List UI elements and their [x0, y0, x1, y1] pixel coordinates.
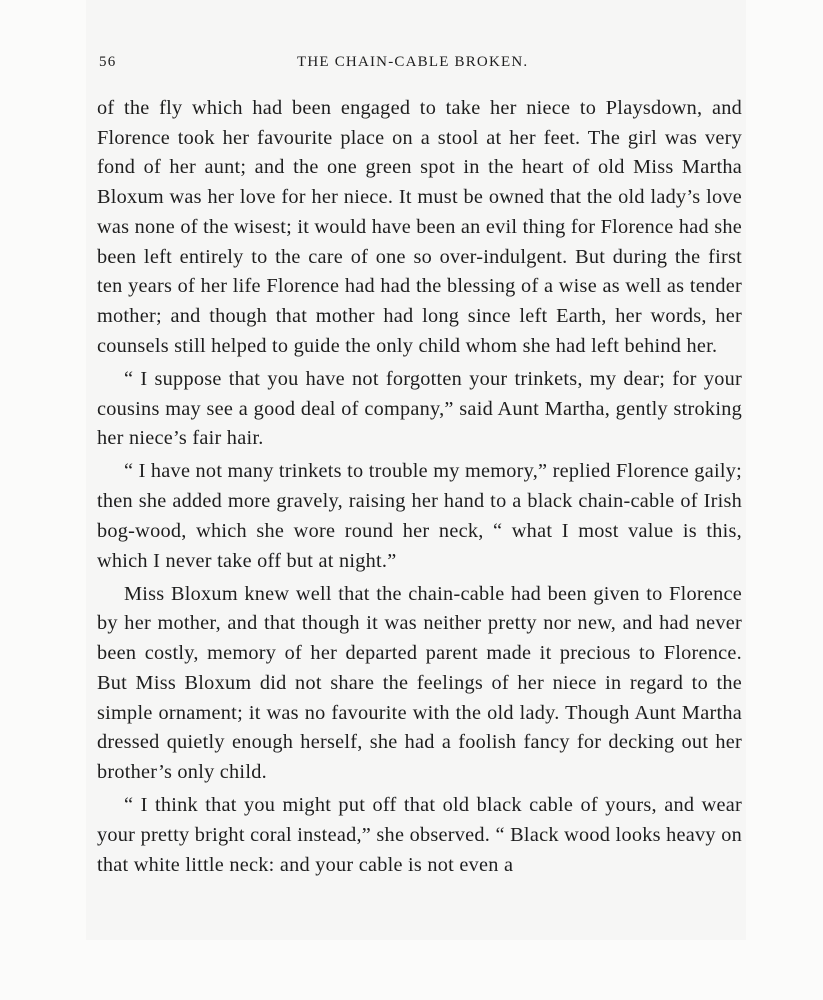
running-head [97, 48, 742, 78]
paragraph-bloxum-feelings: Miss Bloxum knew well that the chain-cable had been given to Florence by her mother, and that though it was neither pretty nor new, and had never been costly, memory of her departed parent made it precious to Florence. But Miss Bloxum did not share the feelings of her niece in regard to the simple ornament; it was no favourite with the old lady. Though Aunt Martha dressed quietly enough herself, she had a foolish fancy for decking out her brother’s only child. [97, 582, 742, 783]
paragraph-continuation: of the fly which had been engaged to take her niece to Playsdown, and Florence took her favourite place on a stool at her feet. The girl was very fond of her aunt; and the one green spot in the heart of old Miss Martha Bloxum was her love for her niece. It must be owned that the old lady’s love was none of the wisest; it would have been an evil thing for Florence had she been left entirely to the care of one so over-indulgent. But during the first ten years of her life Florence had had the blessing of a wise as well as tender mother; and though that mother had long since left Earth, her words, her counsels still helped to guide the only child whom she had left behind her. [97, 97, 742, 357]
running-title: THE CHAIN-CABLE BROKEN. [297, 54, 529, 70]
body-text [97, 94, 742, 880]
paragraph-coral-suggestion: “ I think that you might put off that old black cable of yours, and wear your pretty bright coral instead,” she observed. “ Black wood looks heavy on that white little neck: and your cable is not even a [97, 794, 742, 876]
paragraph-trinkets-reply: “ I have not many trinkets to trouble my memory,” replied Florence gaily; then she added more gravely, raising her hand to a black chain-cable of Irish bog-wood, which she wore round her neck, “ what I most value is this, which I never take off but at night.” [97, 460, 742, 572]
page-number: 56 [99, 54, 117, 70]
paragraph-trinkets-question: “ I suppose that you have not forgotten your trinkets, my dear; for your cousins may see a good deal of company,” said Aunt Martha, gently stroking her niece’s fair hair. [97, 367, 742, 450]
text-block [97, 48, 742, 880]
